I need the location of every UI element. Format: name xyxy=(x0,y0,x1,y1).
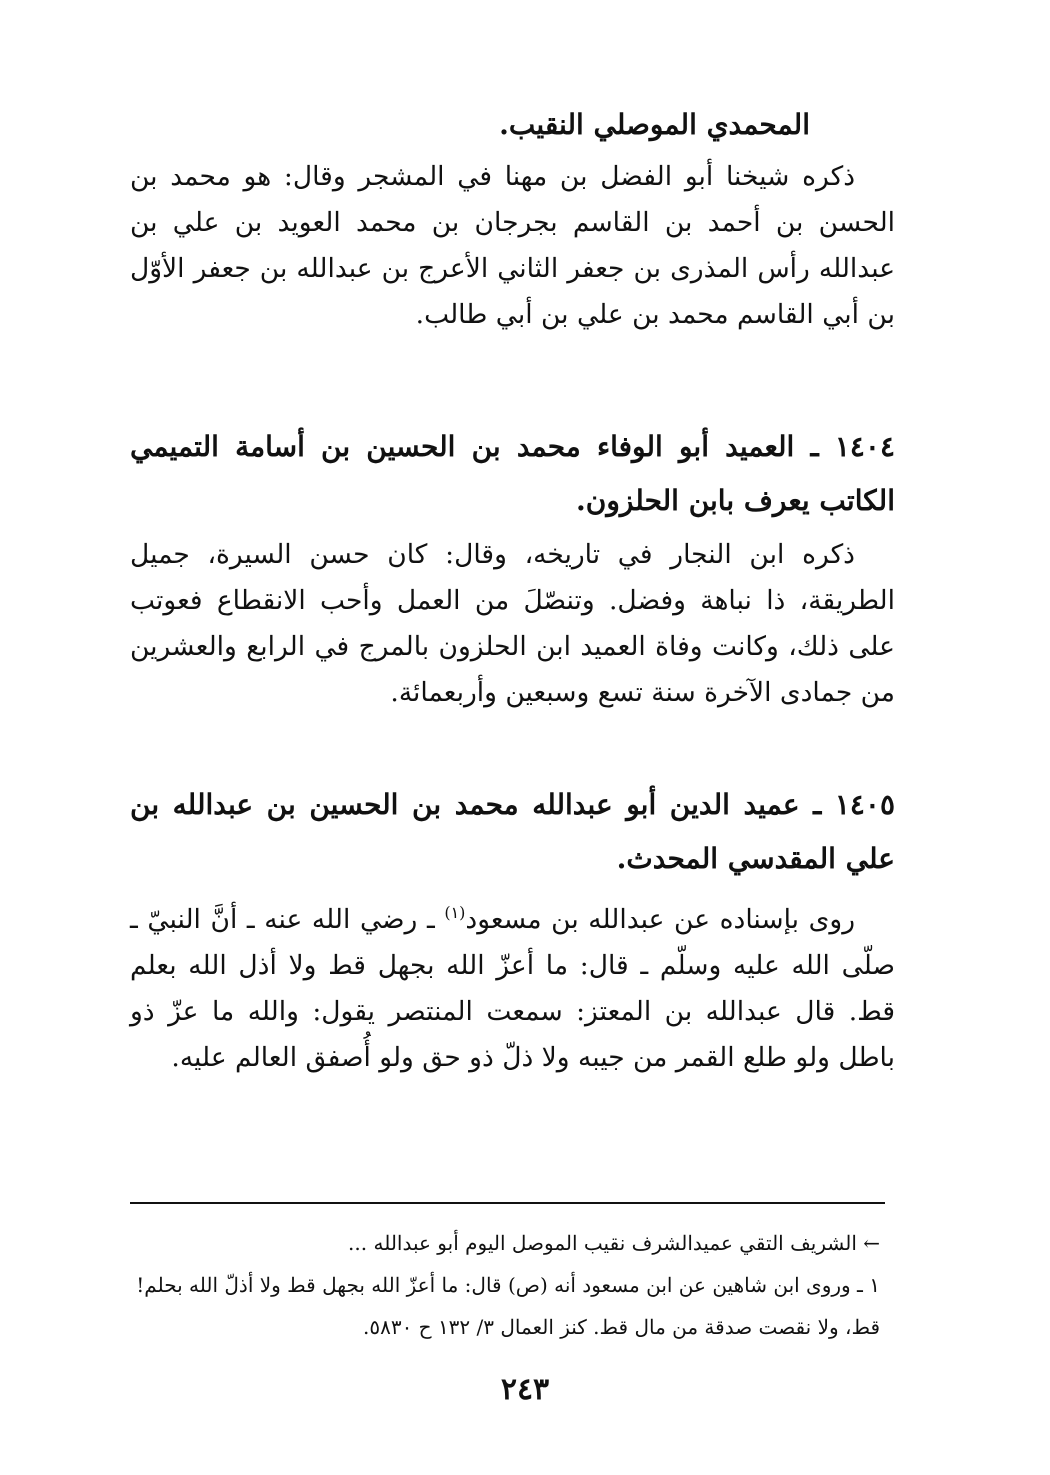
entry-text: ذكره ابن النجار في تاريخه، وقال: كان حسن السيرة، جميل الطريقة، ذا نباهة وفضل. وتنصّلَ من العمل وأحب الانقطاع فعوتب على ذلك، وكانت وفاة العميد ابن الحلزون بالمرج في الرابع والعشرين من جمادى الآخرة سنة تسع وسبعين وأربعمائة. xyxy=(130,539,895,708)
footnote-marker[interactable]: (١) xyxy=(444,903,466,922)
entry-title: ١٤٠٤ ـ العميد أبو الوفاء محمد بن الحسين بن أسامة التميمي الكاتب يعرف بابن الحلزون. xyxy=(130,430,895,517)
entry-1405 xyxy=(130,778,895,1081)
entry-1403-continuation xyxy=(130,100,895,338)
entry-1404 xyxy=(130,420,895,716)
entry-text-part: ـ رضي الله عنه ـ أنَّ النبيّ ـ صلّى الله عليه وسلّم ـ قال: ما أعزّ الله بجهل قط ولا أذل الله بعلم قط. قال عبدالله بن المعتز: سمعت المنتصر يقول: والله ما عزّ ذو باطل ولو طلع القمر من جيبه ولا ذلّ ذو حق ولو أُصفق العالم عليه. xyxy=(130,903,895,1073)
footnotes xyxy=(130,1222,880,1348)
footnote-divider xyxy=(130,1202,885,1204)
footnote-1: ١ ـ وروى ابن شاهين عن ابن مسعود أنه (ص) قال: ما أعزّ الله بجهل قط ولا أذلّ الله بحلم! قط، ولا نقصت صدقة من مال قط. كنز العمال ٣/ ١٣٢ ح ٥٨٣٠. xyxy=(136,1273,880,1339)
entry-text: ذكره شيخنا أبو الفضل بن مهنا في المشجر وقال: هو محمد بن الحسن بن أحمد بن القاسم بجرجان بن محمد العويد بن علي بن عبدالله رأس المذرى بن جعفر الثاني الأعرج بن عبدالله بن جعفر الأوّل بن أبي القاسم محمد بن علي بن أبي طالب. xyxy=(130,161,895,330)
entry-text xyxy=(130,890,895,1081)
entry-title-tail: المحمدي الموصلي النقيب. xyxy=(499,108,810,141)
entry-text-part: روى بإسناده عن عبدالله بن مسعود xyxy=(465,903,855,935)
page-number: ٢٤٣ xyxy=(500,1372,550,1407)
entry-title: ١٤٠٥ ـ عميد الدين أبو عبدالله محمد بن الحسين بن عبدالله بن علي المقدسي المحدث. xyxy=(130,788,895,875)
footnote-continuation: ← الشريف التقي عميدالشرف نقيب الموصل اليوم أبو عبدالله ... xyxy=(348,1231,880,1255)
